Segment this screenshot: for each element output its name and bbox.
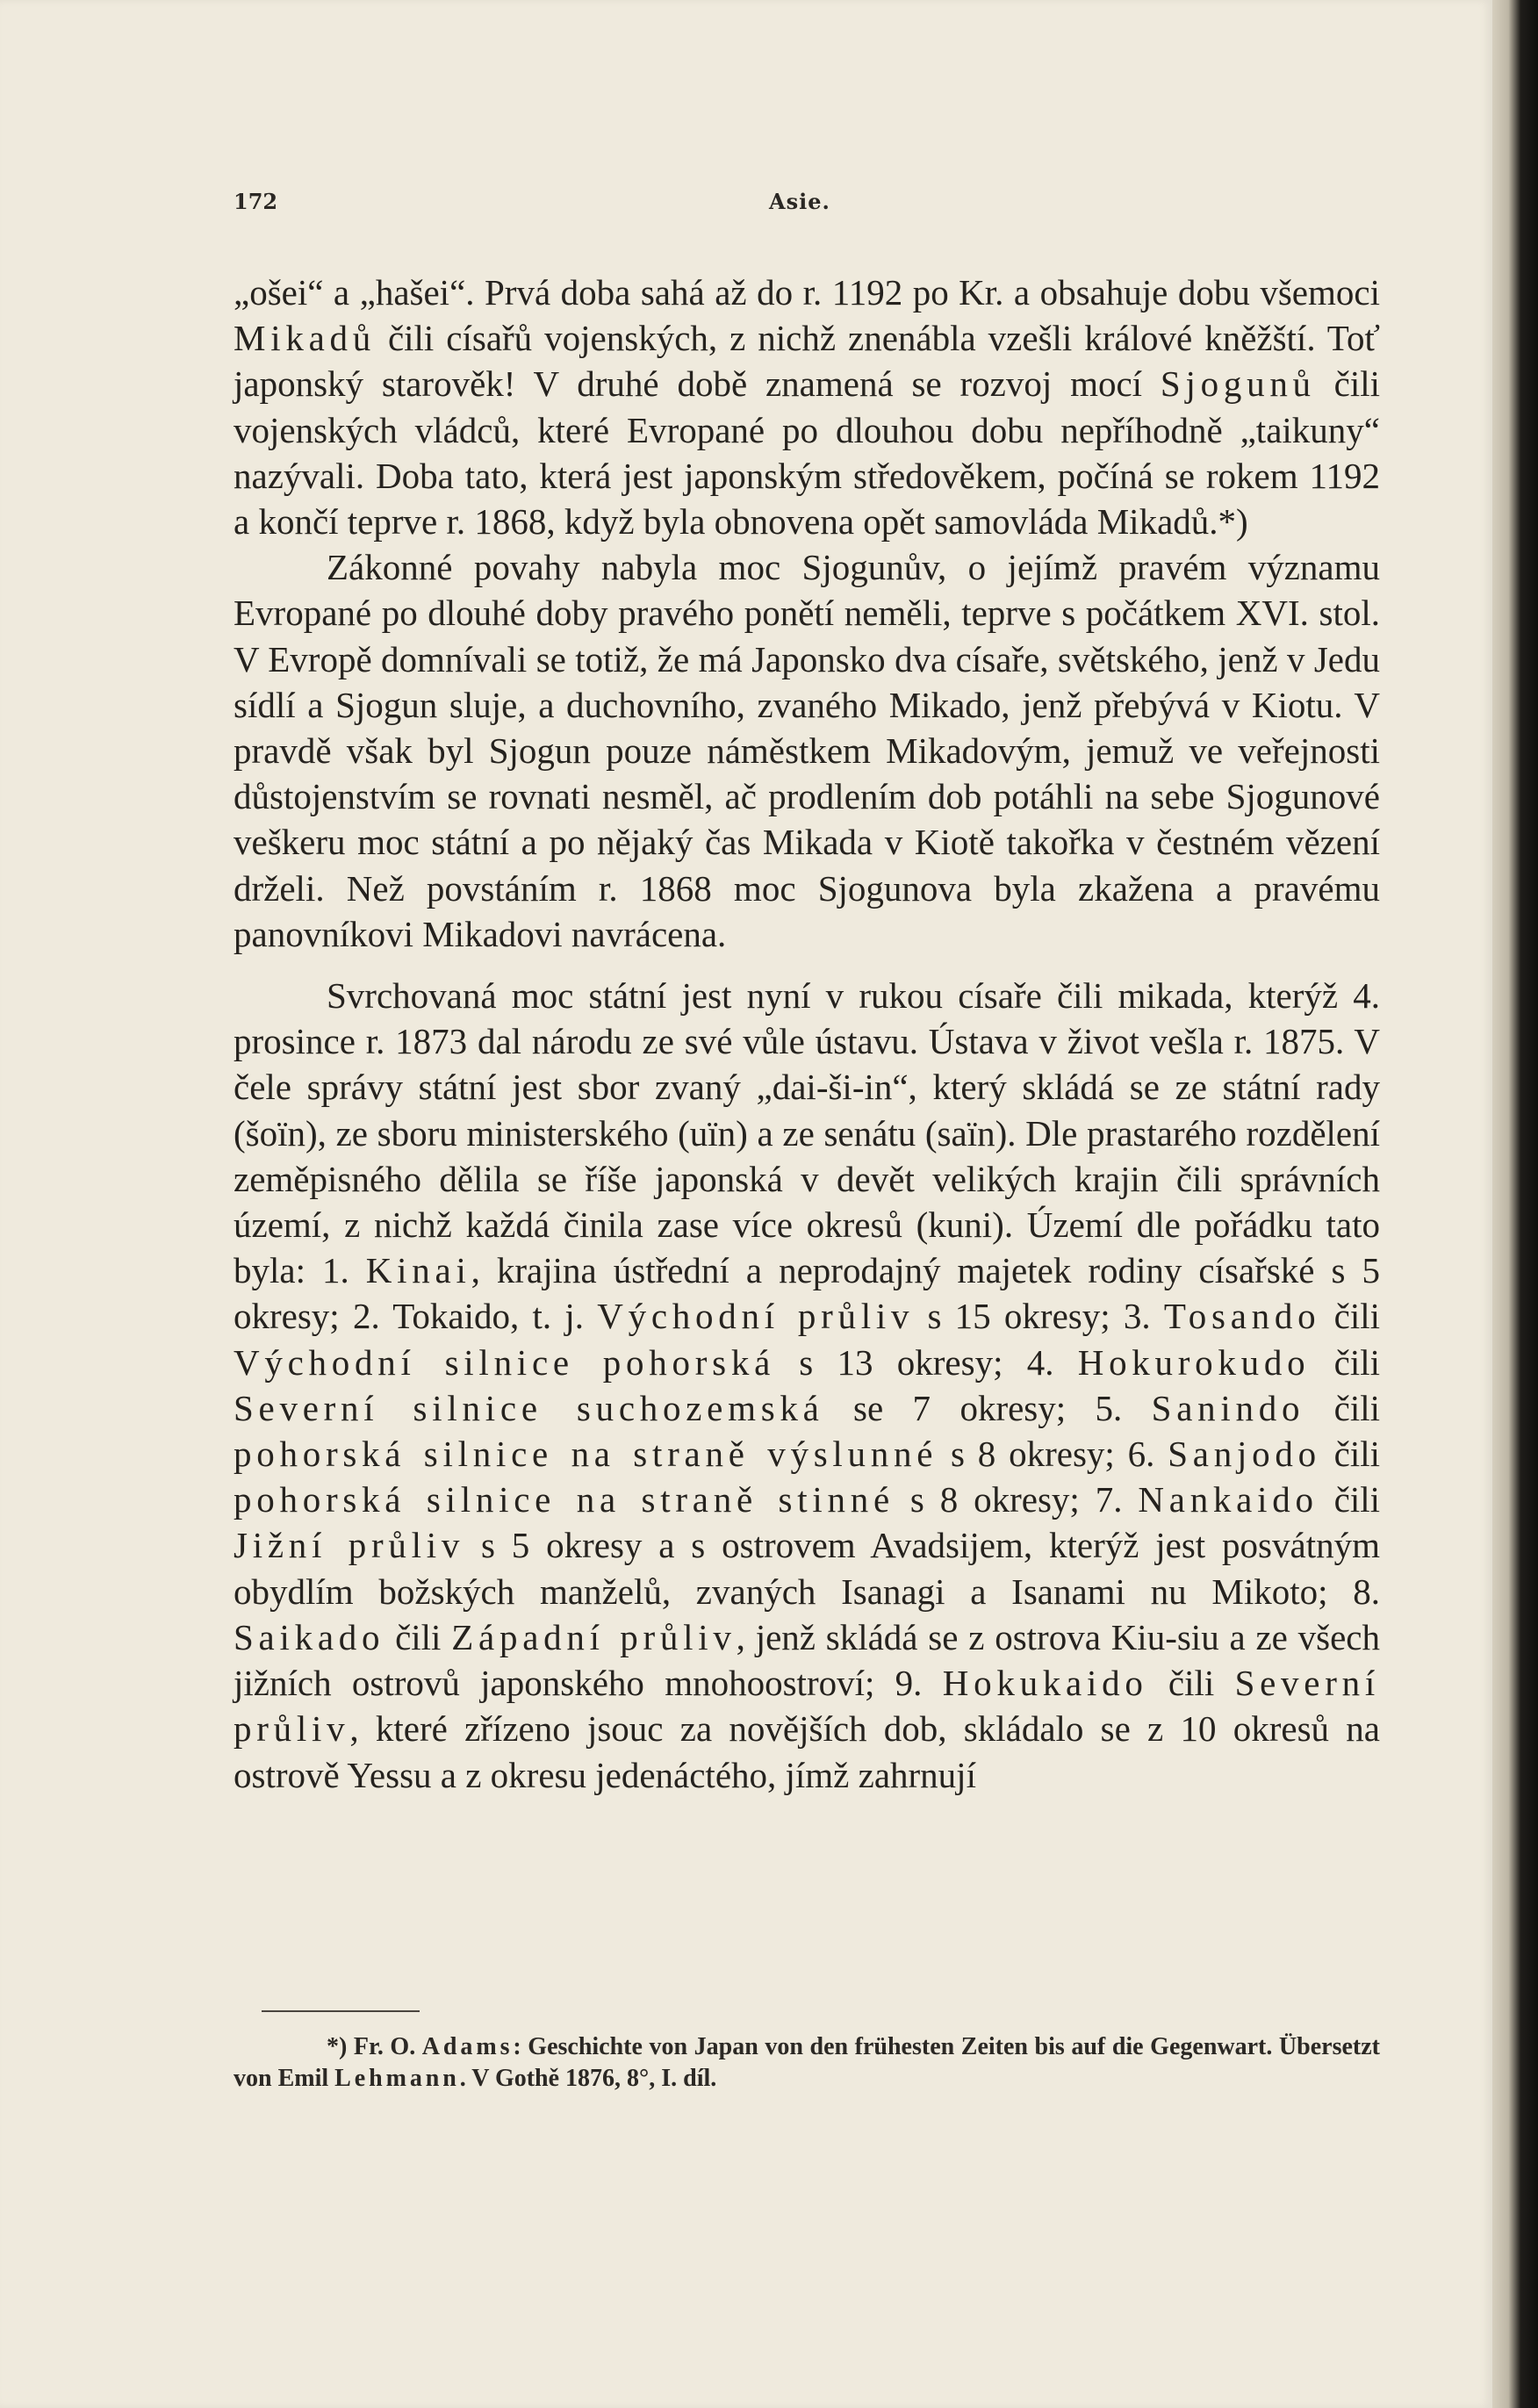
spaced-term: Východní průliv bbox=[597, 1296, 915, 1337]
text-run: *) Fr. O. bbox=[327, 2033, 422, 2060]
text-run: , krajina ústřední a neprodajný majetek rodiny císařské s 5 okresy; 2. Tokaido, t. j. bbox=[234, 1250, 1380, 1337]
text-run: se 7 okresy; 5. bbox=[823, 1387, 1152, 1428]
text-run: : Geschichte von Japan von den frühesten Zeiten bis auf die Gegenwart. Übersetzt von Emil bbox=[234, 2033, 1380, 2092]
spaced-term: Sjogunů bbox=[1160, 363, 1316, 405]
spaced-term: Nankaido bbox=[1138, 1479, 1319, 1520]
paragraph-2 bbox=[234, 544, 1380, 957]
text-run: s 13 okresy; 4. bbox=[775, 1341, 1078, 1383]
spaced-term: Severní průliv bbox=[234, 1663, 1381, 1750]
text-run: čili vojenských vládců, které Evropané po dlouhou dobu nepříhodně „taikuny“ nazývali. Doba tato, která jest japonským středověkem, počíná se rokem 1192 a končí teprve r. 1868, když byla obnovena opět samovláda Mikadů.*) bbox=[234, 363, 1381, 543]
spaced-term: Adams bbox=[421, 2033, 514, 2060]
text-run: čili bbox=[1320, 1296, 1381, 1337]
spaced-term: Mikadů bbox=[234, 318, 376, 359]
spaced-term: Sanjodo bbox=[1168, 1434, 1321, 1475]
text-run: „ošei“ a „hašei“. Prvá doba sahá až do r. 1192 po Kr. a obsahuje dobu všemoci bbox=[234, 272, 1380, 313]
text-run: Svrchovaná moc státní jest nyní v rukou císaře čili mikada, kterýž 4. prosince r. 1873 dal národu ze své vůle ústavu. Ústava v život vešla r. 1875. V čele správy státní jest sbor zvaný „dai-ši-in“, který skládá se ze státní rady (šoïn), ze sboru ministerského (uïn) a ze senátu (saïn). Dle prastarého rozdělení zeměpisného dělila se říše japonská v devět velikých krajin čili správních území, z nichž každá činila zase více okresů (kuni). Území dle pořádku tato byla: 1. bbox=[234, 975, 1380, 1291]
page-edge-shadow bbox=[1492, 0, 1538, 2408]
text-run: s 15 okresy; 3. bbox=[914, 1296, 1164, 1337]
footnote-divider bbox=[262, 2010, 420, 2012]
text-run: Zákonné povahy nabyla moc Sjogunův, o jejímž pravém významu Evropané po dlouhé doby pravého ponětí neměli, teprve s počátkem XVI. stol. V Evropě domnívali se totiž, že má Japonsko dva císaře, světského, jenž v Jedu sídlí a Sjogun sluje, a duchovního, zvaného Mikado, jenž přebývá v Kiotu. V pravdě však byl Sjogun pouze náměstkem Mikadovým, jemuž ve veřejnosti důstojenstvím se rovnati nesměl, ač prodlením dob potáhli na sebe Sjogunové veškeru moc státní a po nějaký čas Mikada v Kiotě takořka v čestném vězení drželi. Než povstáním r. 1868 moc Sjogunova byla zkažena a pravému panovníkovi Mikadovi navrácena. bbox=[234, 547, 1380, 954]
spaced-term: pohorská silnice na straně výslunné bbox=[234, 1434, 938, 1475]
text-run: čili bbox=[1304, 1387, 1381, 1428]
spaced-term: Sanindo bbox=[1151, 1387, 1305, 1428]
spaced-term: Tosando bbox=[1163, 1296, 1321, 1337]
spaced-term: Východní silnice pohorská bbox=[234, 1341, 776, 1383]
text-run: , jenž skládá se z ostrova Kiu-siu a ze všech jižních ostrovů japonského mnohoostroví; 9. bbox=[234, 1616, 1380, 1704]
spaced-term: Kinai bbox=[365, 1250, 471, 1291]
text-run: čili bbox=[384, 1616, 452, 1657]
running-head: Asie. bbox=[769, 189, 830, 214]
text-run: . V Gothě 1876, 8°, I. díl. bbox=[459, 2065, 717, 2092]
text-run: čili bbox=[1147, 1663, 1235, 1704]
page-header bbox=[234, 189, 1380, 224]
text-run: s 5 okresy a s ostrovem Avadsijem, kterýž jest posvátným obydlím božských manželů, zvaných Isanagi a Isanami nu Mikoto; 8. bbox=[234, 1525, 1380, 1612]
text-run: čili císařů vojenských, z nichž znenábla vzešli králové kněžští. Toť japonský starověk! V druhé době znamená se rozvoj mocí bbox=[234, 318, 1380, 405]
spaced-term: Západní průliv bbox=[451, 1616, 737, 1657]
spaced-term: pohorská silnice na straně stinné bbox=[234, 1479, 895, 1520]
text-run: čili bbox=[1310, 1341, 1381, 1383]
text-run: čili bbox=[1320, 1434, 1381, 1475]
text-run: čili bbox=[1318, 1479, 1381, 1520]
text-run: , které zřízeno jsouc za novějších dob, skládalo se z 10 okresů na ostrově Yessu a z okresu jedenáctého, jímž zahrnují bbox=[234, 1708, 1380, 1795]
spaced-term: Severní silnice suchozemská bbox=[234, 1387, 824, 1428]
text-run: s 8 okresy; 7. bbox=[894, 1479, 1139, 1520]
paragraph-3 bbox=[234, 973, 1380, 1798]
footnote bbox=[234, 2031, 1380, 2095]
page-number: 172 bbox=[234, 189, 278, 214]
spaced-term: Lehmann bbox=[334, 2065, 460, 2092]
body-text bbox=[234, 270, 1380, 1798]
text-run: s 8 okresy; 6. bbox=[938, 1434, 1168, 1475]
spaced-term: Jižní průliv bbox=[234, 1525, 465, 1566]
spaced-term: Saikado bbox=[234, 1616, 385, 1657]
spaced-term: Hokurokudo bbox=[1077, 1341, 1311, 1383]
paragraph-1 bbox=[234, 270, 1380, 544]
spaced-term: Hokukaido bbox=[942, 1663, 1148, 1704]
